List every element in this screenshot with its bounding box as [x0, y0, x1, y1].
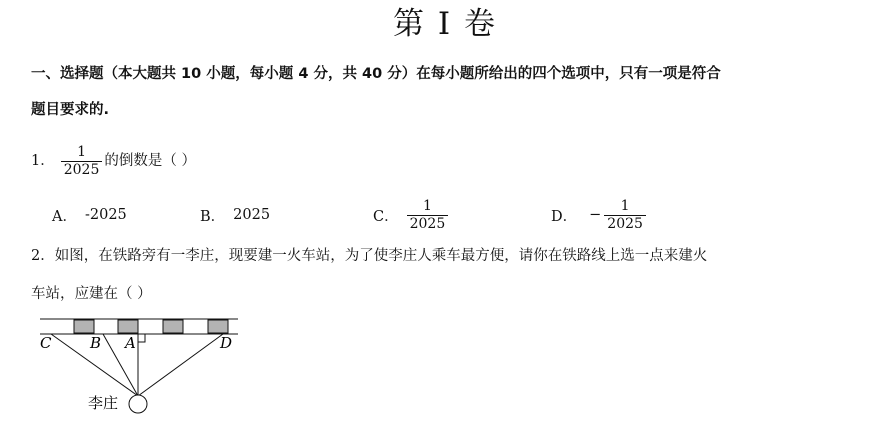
option-a	[52, 193, 127, 237]
railway-sleeper	[74, 320, 94, 333]
segment-d	[138, 334, 223, 396]
question-1-fraction	[61, 144, 103, 179]
question-1-text: 的倒数是（ ）	[104, 153, 196, 169]
fraction-denominator: 2025	[63, 161, 100, 178]
right-angle-mark	[138, 334, 145, 342]
minus-sign: −	[589, 207, 602, 223]
option-c-fraction	[407, 198, 449, 233]
point-label-b: B	[90, 334, 102, 352]
option-a-letter: A．	[52, 208, 77, 225]
option-d-letter: D．	[551, 208, 578, 225]
option-b-letter: B．	[200, 208, 226, 225]
fraction-numerator: 1	[422, 197, 432, 214]
village-circle	[129, 395, 147, 413]
village-label: 李庄	[88, 394, 119, 412]
railway-diagram	[36, 312, 246, 418]
fraction-numerator: 1	[620, 197, 630, 214]
point-label-d: D	[220, 334, 233, 352]
option-d	[551, 193, 646, 237]
option-b-value: 2025	[233, 207, 271, 223]
option-b	[200, 193, 270, 237]
question-2-line2: 车站，应建在（ ）	[31, 286, 152, 302]
page-title: 第 I 卷	[393, 6, 497, 42]
fraction-numerator: 1	[77, 143, 87, 160]
point-label-a: A	[125, 334, 136, 352]
option-a-value: -2025	[84, 207, 127, 223]
section-heading-line2: 题目要求的.	[31, 102, 110, 118]
fraction-denominator: 2025	[607, 215, 643, 232]
question-1-number: 1．	[31, 153, 55, 169]
fraction-denominator: 2025	[409, 215, 446, 232]
section-heading-line1: 一、选择题（本大题共 10 小题，每小题 4 分，共 40 分）在每小题所给出的四个选项中，只有一项是符合	[31, 66, 721, 82]
question-1	[31, 139, 196, 183]
question-2-line1: 2．如图，在铁路旁有一李庄，现要建一火车站，为了使李庄人乘车最方便，请你在铁路线上选一点来建火	[31, 248, 708, 264]
option-c	[373, 193, 448, 237]
option-c-letter: C．	[373, 208, 399, 225]
railway-sleeper	[118, 320, 138, 333]
option-d-fraction	[604, 198, 646, 233]
railway-sleeper	[208, 320, 228, 333]
point-label-c: C	[40, 334, 52, 352]
railway-sleeper	[163, 320, 183, 333]
